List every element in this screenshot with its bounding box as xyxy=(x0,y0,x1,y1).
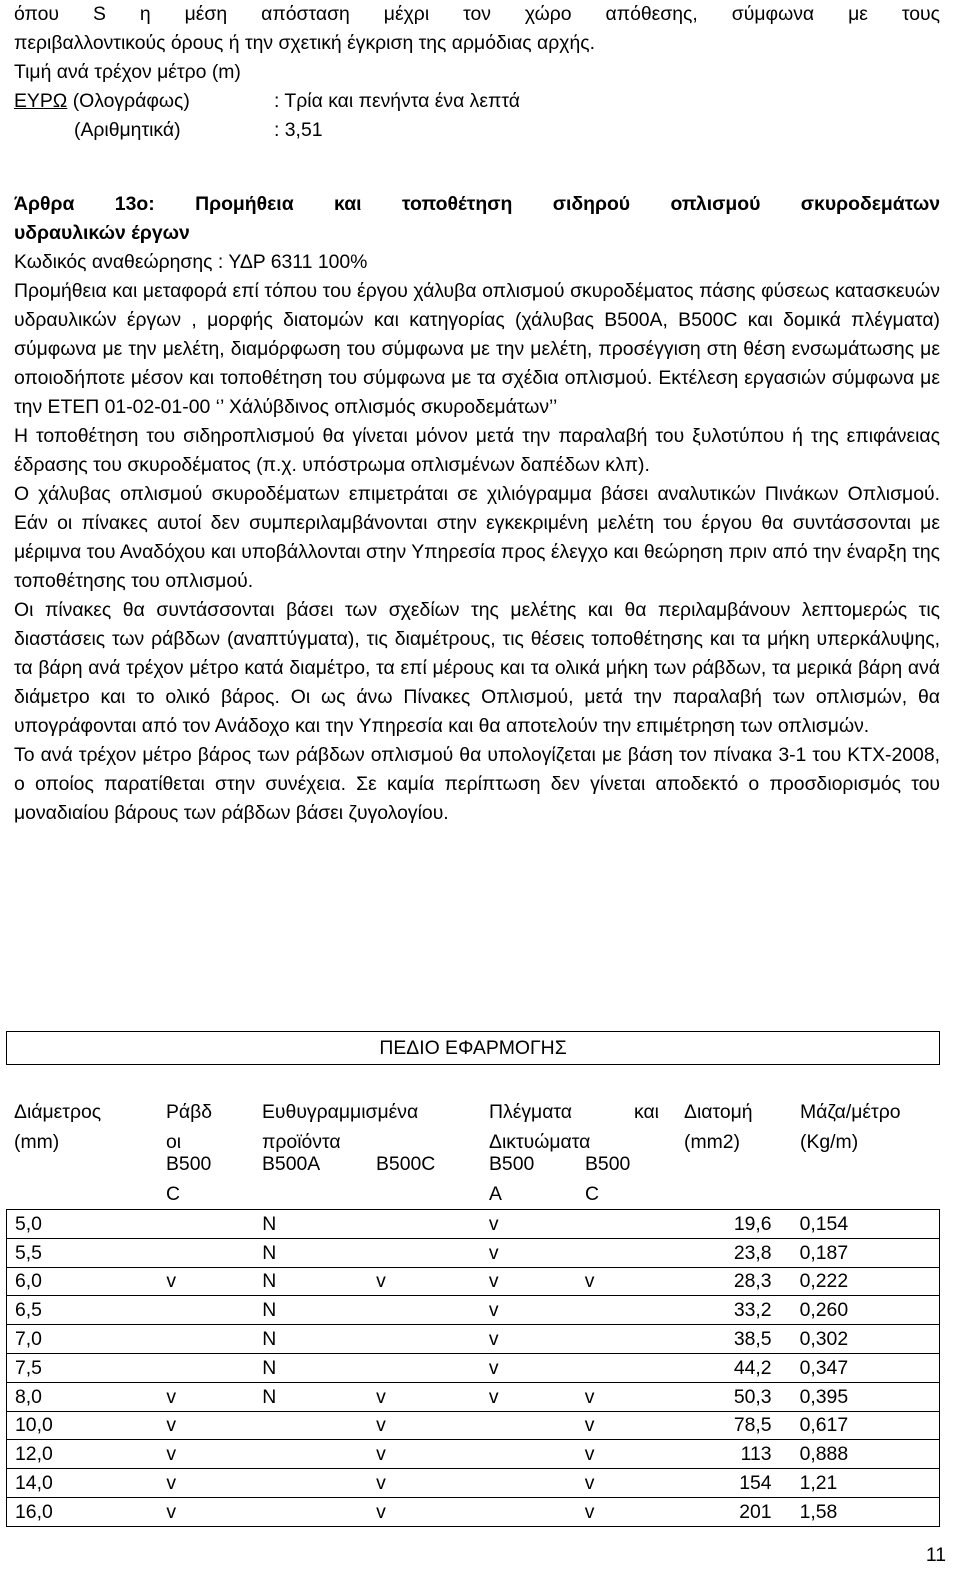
table-cell-mc: v xyxy=(577,1440,676,1469)
table-cell-area: 33,2 xyxy=(676,1296,792,1325)
table-cell-sa: N xyxy=(254,1353,368,1382)
table-cell-bar xyxy=(158,1325,254,1354)
table-cell-mc: v xyxy=(577,1382,676,1411)
document-page xyxy=(14,0,940,828)
table-cell-mc xyxy=(577,1296,676,1325)
table-row xyxy=(7,1411,940,1440)
table-cell-d: 6,0 xyxy=(7,1267,159,1296)
table-cell-mc: v xyxy=(577,1411,676,1440)
revision-code: Κωδικός αναθεώρησης : ΥΔΡ 6311 100% xyxy=(14,251,368,273)
table-cell-sc: v xyxy=(368,1469,481,1498)
table-cell-area: 19,6 xyxy=(676,1210,792,1239)
table-cell-sa: N xyxy=(254,1210,368,1239)
header-bars-2: οι xyxy=(166,1131,182,1153)
table-cell-mass: 0,187 xyxy=(792,1238,940,1267)
table-cell-sc: v xyxy=(368,1411,481,1440)
sub-b500c: B500C xyxy=(376,1153,436,1175)
table-cell-ma: v xyxy=(481,1238,577,1267)
words-label: (Ολογράφως) xyxy=(72,90,190,112)
table-cell-d: 12,0 xyxy=(7,1440,159,1469)
table-cell-mass: 1,21 xyxy=(792,1469,940,1498)
table-cell-mc xyxy=(577,1353,676,1382)
table-cell-bar xyxy=(158,1238,254,1267)
table-cell-sc xyxy=(368,1210,481,1239)
table-cell-mass: 0,395 xyxy=(792,1382,940,1411)
table-cell-sa xyxy=(254,1440,368,1469)
price-words-value: : Τρία και πενήντα ένα λεπτά xyxy=(274,90,520,112)
table-cell-mc: v xyxy=(577,1497,676,1526)
table-cell-d: 5,5 xyxy=(7,1238,159,1267)
table-cell-bar xyxy=(158,1210,254,1239)
header-straightened-1: Ευθυγραμμισμένα xyxy=(262,1101,419,1123)
rebar-table xyxy=(6,1209,940,1527)
table-cell-d: 7,5 xyxy=(7,1353,159,1382)
table-cell-d: 7,0 xyxy=(7,1325,159,1354)
table-cell-area: 23,8 xyxy=(676,1238,792,1267)
table-cell-mass: 0,154 xyxy=(792,1210,940,1239)
numeric-label: (Αριθμητικά) xyxy=(74,119,181,141)
table-cell-sa: N xyxy=(254,1382,368,1411)
table-cell-sa: N xyxy=(254,1296,368,1325)
table-cell-ma: v xyxy=(481,1353,577,1382)
table-cell-ma xyxy=(481,1440,577,1469)
table-title: ΠΕΔΙΟ ΕΦΑΡΜΟΓΗΣ xyxy=(379,1036,567,1059)
table-cell-d: 16,0 xyxy=(7,1497,159,1526)
table-cell-mass: 0,888 xyxy=(792,1440,940,1469)
article-title-line-2: υδραυλικών έργων xyxy=(14,222,190,244)
paragraph-5: Το ανά τρέχον μέτρο βάρος των ράβδων οπλισμού θα υπολογίζεται με βάση τον πίνακα 3-1 του ΚΤΧ-2008, ο οποίος παρατίθεται στην συνέχεια. Σε καμία περίπτωση δεν γίνεται αποδεκτό ο προσδιορισμός του μοναδιαίου βάρους των ράβδων βάσει ζυγολογίου. xyxy=(14,744,940,824)
header-diameter-1: Διάμετρος xyxy=(14,1101,102,1123)
table-row xyxy=(7,1497,940,1526)
paragraph-2: Η τοποθέτηση του σιδηροπλισμού θα γίνεται μόνον μετά την παραλαβή του ξυλοτύπου ή της επιφάνειας έδρασης του σκυροδέματος (π.χ. υπόστρωμα οπλισμένων δαπέδων κλπ). xyxy=(14,425,940,476)
table-row xyxy=(7,1382,940,1411)
table-cell-bar: v xyxy=(158,1497,254,1526)
table-cell-d: 5,0 xyxy=(7,1210,159,1239)
table-cell-ma: v xyxy=(481,1210,577,1239)
table-cell-mass: 0,617 xyxy=(792,1411,940,1440)
table-cell-mass: 0,222 xyxy=(792,1267,940,1296)
header-diameter-2: (mm) xyxy=(14,1131,60,1153)
table-cell-d: 14,0 xyxy=(7,1469,159,1498)
table-cell-ma: v xyxy=(481,1382,577,1411)
paragraph-1: Προμήθεια και μεταφορά επί τόπου του έργου χάλυβα οπλισμού σκυροδέματος πάσης φύσεως κατασκευών υδραυλικών έργων , μορφής διατομών και κατηγορίας (χάλυβας B500A, B500C και δομικά πλέγματα) σύμφωνα με την μελέτη, διαμόρφωση του σύμφωνα με την μελέτη, προσέγγιση στη θέση ενσωμάτωσης με οποιοδήποτε μέσον και τοποθέτηση του σύμφωνα με τα σχέδια οπλισμού. Εκτέλεση εργασιών σύμφωνα με την ΕΤΕΠ 01-02-01-00 ‘’ Χάλύβδινος οπλισμός σκυροδεμάτων’’ xyxy=(14,280,940,418)
sub-b500a: B500A xyxy=(262,1153,321,1175)
table-cell-area: 201 xyxy=(676,1497,792,1526)
table-cell-sc xyxy=(368,1325,481,1354)
table-cell-mass: 0,260 xyxy=(792,1296,940,1325)
table-cell-area: 28,3 xyxy=(676,1267,792,1296)
price-label: Τιμή ανά τρέχον μέτρο (m) xyxy=(14,61,241,83)
table-cell-area: 38,5 xyxy=(676,1325,792,1354)
table-cell-ma: v xyxy=(481,1325,577,1354)
table-cell-sc: v xyxy=(368,1497,481,1526)
paragraph-4: Οι πίνακες θα συντάσσονται βάσει των σχεδίων της μελέτης και θα περιλαμβάνουν λεπτομερώς τις διαστάσεις των ράβδων (αναπτύγματα), τις διαμέτρους, τις θέσεις τοποθέτησης και τα μήκη υπερκάλυψης, τα βάρη ανά τρέχον μέτρο κατά διαμέτρο, τα επί μέρους και τα ολικά μήκη των ράβδων, τα μερικά βάρη ανά διάμετρο και το ολικό βάρος. Οι ως άνω Πίνακες Οπλισμού, μετά την παραλαβή των οπλισμών, θα υπογράφονται από τον Ανάδοχο και την Υπηρεσία και θα αποτελούν την επιμέτρηση των οπλισμών. xyxy=(14,599,940,737)
table-row xyxy=(7,1238,940,1267)
page-number: 11 xyxy=(925,1544,946,1566)
table-row xyxy=(7,1210,940,1239)
table-cell-sa xyxy=(254,1469,368,1498)
table-cell-area: 78,5 xyxy=(676,1411,792,1440)
table-cell-mc xyxy=(577,1210,676,1239)
table-cell-d: 6,5 xyxy=(7,1296,159,1325)
header-section-2: (mm2) xyxy=(684,1131,741,1153)
table-row xyxy=(7,1469,940,1498)
intro-line-1: όπου S η μέση απόσταση μέχρι τον χώρο απόθεσης, σύμφωνα με τους xyxy=(14,3,940,25)
table-cell-area: 44,2 xyxy=(676,1353,792,1382)
header-straightened-2: προϊόντα xyxy=(262,1131,341,1153)
table-cell-bar xyxy=(158,1353,254,1382)
table-cell-area: 113 xyxy=(676,1440,792,1469)
table-cell-sc: v xyxy=(368,1440,481,1469)
header-section-1: Διατομή xyxy=(684,1101,753,1123)
table-row xyxy=(7,1325,940,1354)
table-cell-ma: v xyxy=(481,1296,577,1325)
table-cell-mc: v xyxy=(577,1469,676,1498)
sub-mesh-a-2: A xyxy=(489,1183,502,1205)
table-cell-sa xyxy=(254,1497,368,1526)
table-cell-area: 154 xyxy=(676,1469,792,1498)
table-cell-bar: v xyxy=(158,1440,254,1469)
price-numeric-row xyxy=(14,116,940,145)
table-cell-sc xyxy=(368,1296,481,1325)
sub-mesh-a-1: B500 xyxy=(489,1153,535,1175)
table-row xyxy=(7,1353,940,1382)
intro-line-2: περιβαλλοντικούς όρους ή την σχετική έγκριση της αρμόδιας αρχής. xyxy=(14,32,595,54)
table-cell-bar: v xyxy=(158,1411,254,1440)
table-cell-ma xyxy=(481,1497,577,1526)
price-numeric-value: : 3,51 xyxy=(274,119,323,141)
table-cell-sc: v xyxy=(368,1382,481,1411)
table-cell-ma: v xyxy=(481,1267,577,1296)
table-title-box xyxy=(6,1031,940,1065)
table-cell-mass: 0,302 xyxy=(792,1325,940,1354)
article-title-line-1: Άρθρα 13ο: Προμήθεια και τοποθέτηση σιδηρού οπλισμού σκυροδεμάτων xyxy=(14,193,940,215)
table-cell-sc xyxy=(368,1238,481,1267)
table-cell-sc xyxy=(368,1353,481,1382)
sub-mesh-c-1: B500 xyxy=(585,1153,631,1175)
table-cell-sc: v xyxy=(368,1267,481,1296)
table-row xyxy=(7,1296,940,1325)
table-row xyxy=(7,1267,940,1296)
table-cell-bar xyxy=(158,1296,254,1325)
price-words-row xyxy=(14,87,940,116)
table-cell-ma xyxy=(481,1411,577,1440)
sub-bars-1: B500 xyxy=(166,1153,212,1175)
sub-bars-2: C xyxy=(166,1183,181,1205)
table-cell-area: 50,3 xyxy=(676,1382,792,1411)
table-subheader xyxy=(6,1149,940,1209)
header-mass-1: Μάζα/μέτρο xyxy=(800,1101,901,1123)
table-cell-bar: v xyxy=(158,1469,254,1498)
table-cell-bar: v xyxy=(158,1267,254,1296)
euro-label: ΕΥΡΩ xyxy=(14,90,68,112)
table-cell-mc xyxy=(577,1325,676,1354)
header-mesh-2: Δικτυώματα xyxy=(489,1131,591,1153)
header-mesh-1: Πλέγματα και xyxy=(489,1101,659,1123)
header-mass-2: (Kg/m) xyxy=(800,1131,859,1153)
table-cell-ma xyxy=(481,1469,577,1498)
sub-mesh-c-2: C xyxy=(585,1183,600,1205)
table-cell-mass: 0,347 xyxy=(792,1353,940,1382)
header-bars-1: Ράβδ xyxy=(166,1101,213,1123)
paragraph-3: Ο χάλυβας οπλισμού σκυροδέματων επιμετράται σε χιλιόγραμμα βάσει αναλυτικών Πινάκων Οπλισμού. Εάν οι πίνακες αυτοί δεν συμπεριλαμβάνονται στην εγκεκριμένη μελέτη του έργου θα συντάσσονται με μέριμνα του Αναδόχου και υποβάλλονται στην Υπηρεσία προς έλεγχο και θεώρηση πριν από την έναρξη της τοποθέτησης του οπλισμού. xyxy=(14,483,940,592)
table-cell-d: 8,0 xyxy=(7,1382,159,1411)
table-cell-sa xyxy=(254,1411,368,1440)
table-cell-d: 10,0 xyxy=(7,1411,159,1440)
table-cell-mc: v xyxy=(577,1267,676,1296)
table-cell-mc xyxy=(577,1238,676,1267)
table-cell-bar: v xyxy=(158,1382,254,1411)
table-cell-sa: N xyxy=(254,1325,368,1354)
table-cell-mass: 1,58 xyxy=(792,1497,940,1526)
table-cell-sa: N xyxy=(254,1238,368,1267)
table-row xyxy=(7,1440,940,1469)
table-cell-sa: N xyxy=(254,1267,368,1296)
